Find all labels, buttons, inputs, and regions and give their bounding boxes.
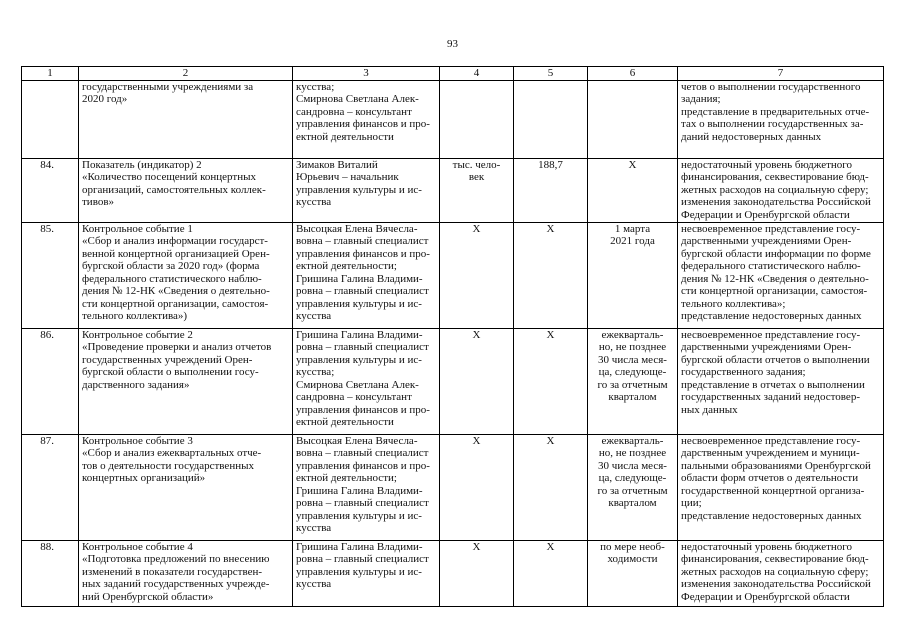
date-cell: по мере необ- ходимости xyxy=(588,540,678,606)
unit-cell xyxy=(440,80,514,158)
column-numbers-row xyxy=(22,67,884,81)
event-cell: Контрольное событие 3 «Сбор и анализ ежеквартальных отче- тов о деятельности государственных концертных организаций» xyxy=(79,434,293,540)
value-cell: X xyxy=(514,222,588,328)
responsible-cell: Высоцкая Елена Вячесла- вовна – главный специалист управления финансов и про- ектной деятельности; Гришина Галина Владими- ровна – главный специалист управления культуры и ис- кусства xyxy=(293,222,440,328)
event-cell: Контрольное событие 1 «Сбор и анализ информации государст- венной концертной организацией Орен- бургской области за 2020 год» (форма федерального статистического наблю- дения № 12-НК «Сведения о деятельно- сти концертной организации, самостоя- тельного коллектива») xyxy=(79,222,293,328)
risks-cell: недостаточный уровень бюджетного финансирования, секвестирование бюд- жетных расходов на социальную сферу; изменения законодательства Российской Федерации и Оренбургской области xyxy=(678,540,884,606)
risks-cell: недостаточный уровень бюджетного финансирования, секвестирование бюд- жетных расходов на социальную сферу; изменения законодательства Российской Федерации и Оренбургской области xyxy=(678,158,884,222)
value-cell: 188,7 xyxy=(514,158,588,222)
unit-cell: X xyxy=(440,328,514,434)
date-cell: ежекварталь- но, не позднее 30 числа меся- ца, следующе- го за отчетным кварталом xyxy=(588,434,678,540)
row-number xyxy=(22,80,79,158)
plan-table xyxy=(21,66,884,607)
date-cell: ежекварталь- но, не позднее 30 числа меся- ца, следующе- го за отчетным кварталом xyxy=(588,328,678,434)
column-number: 5 xyxy=(514,67,588,81)
column-number: 3 xyxy=(293,67,440,81)
row-number: 86. xyxy=(22,328,79,434)
value-cell xyxy=(514,80,588,158)
responsible-cell: Высоцкая Елена Вячесла- вовна – главный специалист управления финансов и про- ектной деятельности; Гришина Галина Владими- ровна – главный специалист управления культуры и ис- кусства xyxy=(293,434,440,540)
unit-cell: X xyxy=(440,222,514,328)
date-cell xyxy=(588,80,678,158)
page-number: 93 xyxy=(447,38,458,50)
risks-cell: несвоевременное представление госу- дарственным учреждением и муници- пальными образованиями Оренбургской области форм отчетов о деятельности государственной концертной организа- ции; представление недостоверных данных xyxy=(678,434,884,540)
event-cell: Показатель (индикатор) 2 «Количество посещений концертных организаций, самостоятельных коллек- тивов» xyxy=(79,158,293,222)
event-cell: государственными учреждениями за 2020 год» xyxy=(79,80,293,158)
unit-cell: тыс. чело- век xyxy=(440,158,514,222)
row-number: 84. xyxy=(22,158,79,222)
event-cell: Контрольное событие 2 «Проведение проверки и анализ отчетов государственных учреждений Орен- бургской области о выполнении госу- дарственного задания» xyxy=(79,328,293,434)
risks-cell: несвоевременное представление госу- дарственными учреждениями Орен- бургской области отчетов о выполнении государственного задания; представление в отчетах о выполнении государственных заданий недостовер- ных данных xyxy=(678,328,884,434)
date-cell: 1 марта 2021 года xyxy=(588,222,678,328)
table-row xyxy=(22,80,884,158)
table-row xyxy=(22,434,884,540)
column-number: 1 xyxy=(22,67,79,81)
column-number: 7 xyxy=(678,67,884,81)
risks-cell: четов о выполнении государственного задания; представление в предварительных отче- тах о выполнении государственных за- даний недостоверных данных xyxy=(678,80,884,158)
unit-cell: X xyxy=(440,434,514,540)
value-cell: X xyxy=(514,328,588,434)
table-row xyxy=(22,222,884,328)
row-number: 85. xyxy=(22,222,79,328)
row-number: 87. xyxy=(22,434,79,540)
responsible-cell: Гришина Галина Владими- ровна – главный специалист управления культуры и ис- кусства; Смирнова Светлана Алек- сандровна – консультант управления финансов и про- ектной деятельности xyxy=(293,328,440,434)
column-number: 2 xyxy=(79,67,293,81)
column-number: 6 xyxy=(588,67,678,81)
table-row xyxy=(22,540,884,606)
value-cell: X xyxy=(514,540,588,606)
date-cell: X xyxy=(588,158,678,222)
value-cell: X xyxy=(514,434,588,540)
responsible-cell: Гришина Галина Владими- ровна – главный специалист управления культуры и ис- кусства xyxy=(293,540,440,606)
column-number: 4 xyxy=(440,67,514,81)
table-row xyxy=(22,328,884,434)
row-number: 88. xyxy=(22,540,79,606)
unit-cell: X xyxy=(440,540,514,606)
risks-cell: несвоевременное представление госу- дарственными учреждениями Орен- бургской области информации по форме федерального статистического наблю- дения № 12-НК «Сведения о деятельно- сти концертной организации, самостоя- тельного коллектива»; представление недостоверных данных xyxy=(678,222,884,328)
responsible-cell: кусства; Смирнова Светлана Алек- сандровна – консультант управления финансов и про- ектной деятельности xyxy=(293,80,440,158)
table-row xyxy=(22,158,884,222)
event-cell: Контрольное событие 4 «Подготовка предложений по внесению изменений в показатели государствен- ных заданий государственных учрежде- ний Оренбургской области» xyxy=(79,540,293,606)
responsible-cell: Зимаков Виталий Юрьевич – начальник управления культуры и ис- кусства xyxy=(293,158,440,222)
